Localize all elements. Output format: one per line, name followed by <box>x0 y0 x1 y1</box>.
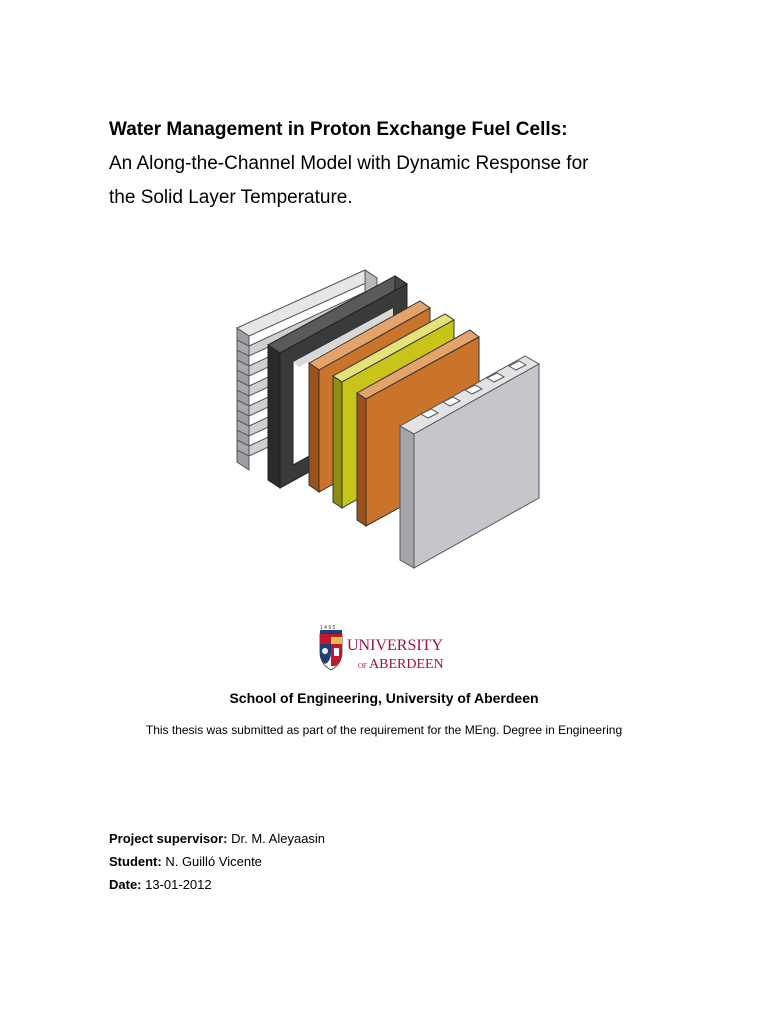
logo-text-aberdeen: ABERDEEN <box>369 657 444 672</box>
supervisor-line <box>109 831 325 846</box>
fuel-cell-exploded-view <box>225 268 555 573</box>
crest-icon <box>320 630 342 670</box>
supervisor-label: Project supervisor: <box>109 831 228 846</box>
student-line <box>109 854 262 869</box>
logo-text-university: UNIVERSITY <box>347 637 443 654</box>
thesis-title: Water Management in Proton Exchange Fuel Cells: <box>109 119 568 140</box>
student-label: Student: <box>109 854 162 869</box>
submission-note: This thesis was submitted as part of the requirement for the MEng. Degree in Engineering <box>145 723 623 737</box>
school-name: School of Engineering, University of Aberdeen <box>229 690 539 706</box>
student-value: N. Guilló Vicente <box>161 854 262 869</box>
date-label: Date: <box>109 877 142 892</box>
supervisor-value: Dr. M. Aleyaasin <box>227 831 326 846</box>
date-line <box>109 877 212 892</box>
date-value: 13-01-2012 <box>141 877 212 892</box>
thesis-subtitle-line-2: the Solid Layer Temperature. <box>109 187 353 208</box>
founding-year: 1 4 9 5 <box>320 625 336 631</box>
thesis-subtitle-line-1: An Along-the-Channel Model with Dynamic Response for <box>109 153 589 174</box>
logo-text-of: OF <box>358 662 367 670</box>
university-logo <box>318 624 453 674</box>
